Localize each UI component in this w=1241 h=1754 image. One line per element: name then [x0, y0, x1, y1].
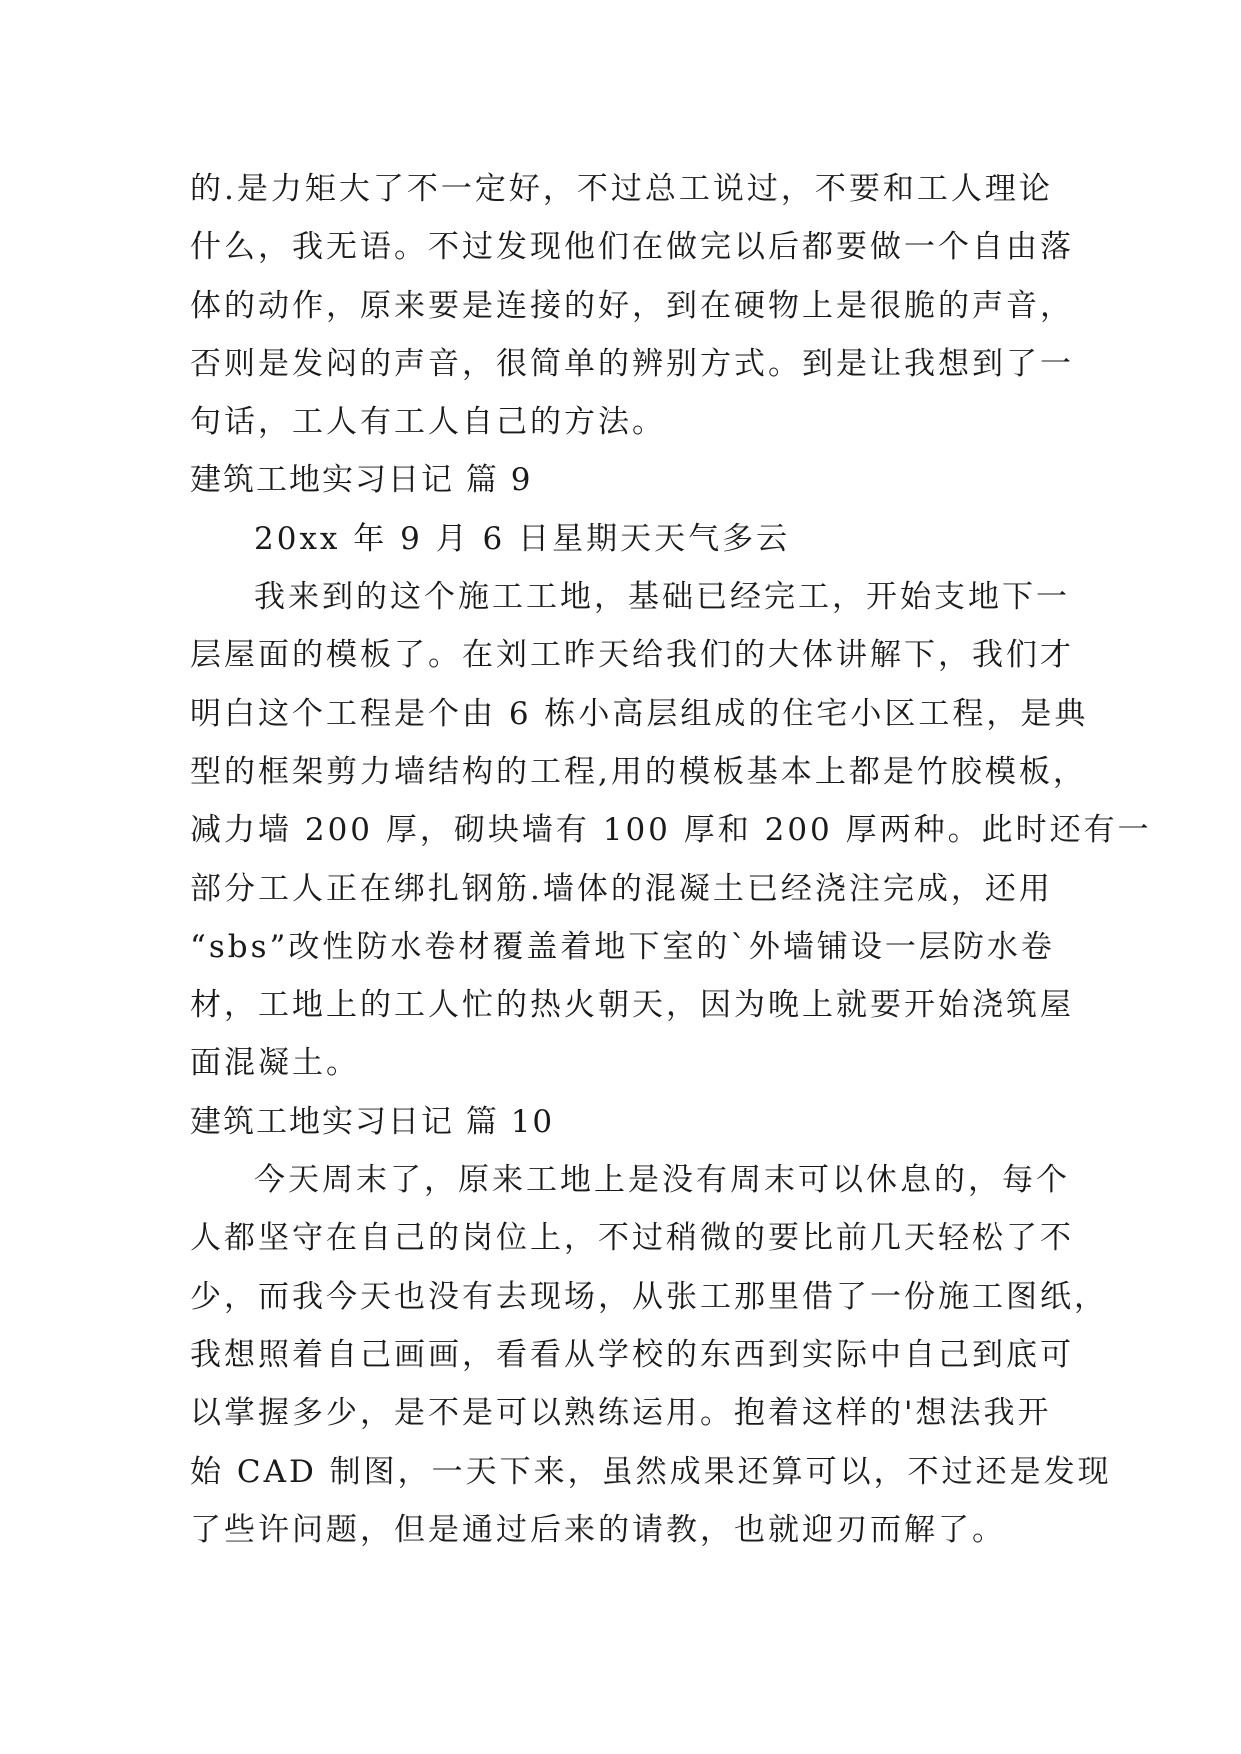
text-line: 材，工地上的工人忙的热火朝天，因为晚上就要开始浇筑屋 — [190, 987, 1074, 1024]
text-line: 我想照着自己画画，看看从学校的东西到实际中自己到底可 — [190, 1336, 1074, 1373]
text-line: 什么，我无语。不过发现他们在做完以后都要做一个自由落 — [190, 229, 1074, 266]
text-line: 否则是发闷的声音，很简单的辨别方式。到是让我想到了一 — [190, 345, 1074, 382]
paragraph-first-line: 我来到的这个施工工地，基础已经完工，开始支地下一 — [254, 579, 1070, 616]
section-heading: 建筑工地实习日记 篇 10 — [190, 1103, 555, 1140]
text-line: 人都坚守在自己的岗位上，不过稍微的要比前几天轻松了不 — [190, 1220, 1074, 1257]
text-line: 减力墙 200 厚，砌块墙有 100 厚和 200 厚两种。此时还有一 — [190, 812, 1152, 849]
section-heading: 建筑工地实习日记 篇 9 — [190, 462, 533, 499]
text-line: 层屋面的模板了。在刘工昨天给我们的大体讲解下，我们才 — [190, 637, 1074, 674]
text-line: 型的框架剪力墙结构的工程,用的模板基本上都是竹胶模板， — [190, 753, 1087, 790]
text-line: 以掌握多少，是不是可以熟练运用。抱着这样的'想法我开 — [190, 1395, 1052, 1432]
text-line: 少，而我今天也没有去现场，从张工那里借了一份施工图纸， — [190, 1278, 1108, 1315]
text-line: 面混凝土。 — [190, 1045, 360, 1082]
paragraph-first-line: 今天周末了，原来工地上是没有周末可以休息的，每个 — [254, 1162, 1070, 1199]
text-line: 了些许问题，但是通过后来的请教，也就迎刃而解了。 — [190, 1511, 1006, 1548]
text-line: 部分工人正在绑扎钢筋.墙体的混凝土已经浇注完成，还用 — [190, 870, 1053, 907]
text-line: 明白这个工程是个由 6 栋小高层组成的住宅小区工程，是典 — [190, 695, 1089, 732]
text-line: 体的动作，原来要是连接的好，到在硬物上是很脆的声音， — [190, 287, 1074, 324]
diary-date-line: 20xx 年 9 月 6 日星期天天气多云 — [254, 520, 791, 557]
text-line: 始 CAD 制图，一天下来，虽然成果还算可以，不过还是发现 — [190, 1453, 1112, 1490]
text-line: “sbs”改性防水卷材覆盖着地下室的`外墙铺设一层防水卷 — [190, 928, 1055, 965]
document-body — [190, 160, 1152, 1559]
text-line: 句话，工人有工人自己的方法。 — [190, 404, 666, 441]
text-line: 的.是力矩大了不一定好，不过总工说过，不要和工人理论 — [190, 171, 1053, 207]
